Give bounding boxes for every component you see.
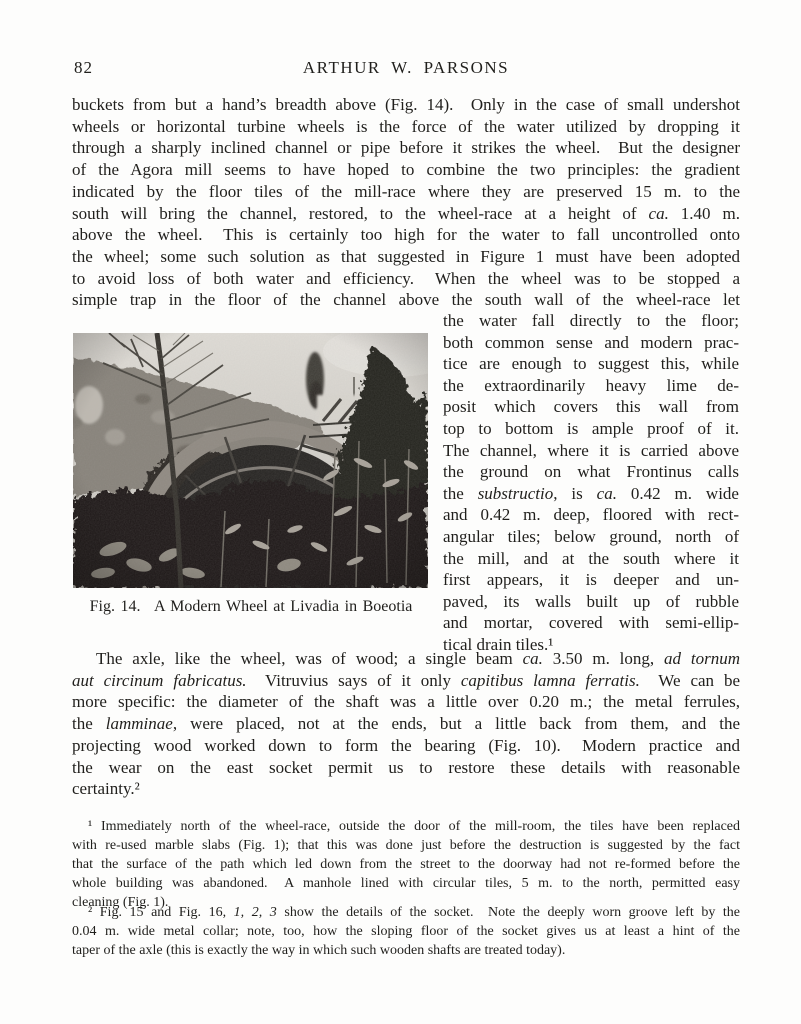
text-line: the wheel; some such solution as that suggested in Figure 1 must have been adopted — [72, 246, 740, 266]
text-line: to avoid loss of both water and efficiency. When the wheel was to be stopped a — [72, 268, 740, 288]
text-line: the extraordinarily heavy lime de- — [443, 375, 739, 395]
text-line: and 0.42 m. deep, floored with rect- — [443, 505, 739, 525]
text-line: the mill, and at the south where it — [443, 548, 739, 568]
text-line: the water fall directly to the floor; — [443, 311, 739, 330]
text-line: more specific: the diameter of the shaft was a little over 0.20 m.; the metal ferrules, — [72, 692, 740, 712]
running-header-author: ARTHUR W. PARSONS — [302, 58, 510, 77]
footnote-2 — [72, 903, 740, 960]
text-line: whole building was abandoned. A manhole lined with circular tiles, 5 m. to the north, permitted easy — [72, 876, 740, 892]
text-line: tice are enough to suggest this, while — [443, 354, 739, 374]
text-line: paved, its walls built up of rubble — [443, 591, 739, 611]
text-line: The axle, like the wheel, was of wood; a single beam ca. 3.50 m. long, ad tornum — [96, 649, 740, 668]
text-line: buckets from but a hand’s breadth above (Fig. 14). Only in the case of small undershot — [72, 95, 740, 114]
text-line: that the surface of the path which led down from the street to the doorway had not re-formed before the — [72, 857, 740, 873]
text-line: first appears, it is deeper and un- — [443, 570, 739, 590]
text-line: indicated by the floor tiles of the mill-race where they are preserved 15 m. to the — [72, 181, 740, 201]
text-line: both common sense and modern prac- — [443, 332, 739, 352]
text-line: The channel, where it is carried above — [443, 440, 739, 460]
text-line: posit which covers this wall from — [443, 397, 739, 417]
footnote-1 — [72, 817, 740, 912]
text-line: and mortar, covered with semi-ellip- — [443, 613, 739, 633]
text-line: south will bring the channel, restored, to the wheel-race at a height of ca. 1.40 m. — [72, 203, 740, 223]
text-line: 0.04 m. wide metal collar; note, too, how the sloping floor of the socket gives us at least a hint of the — [72, 924, 740, 940]
text-line: aut circinum fabricatus. Vitruvius says of it only capitibus lamna ferratis. We can be — [72, 670, 740, 690]
text-line: ¹ Immediately north of the wheel-race, outside the door of the mill-room, the tiles have been replaced — [88, 819, 740, 834]
text-line: above the wheel. This is certainly too high for the water to fall uncontrolled onto — [72, 225, 740, 245]
text-line: wheels or horizontal turbine wheels is the force of the water utilized by dropping it — [72, 116, 740, 136]
page-number: 82 — [74, 58, 93, 77]
text-line: with re-used marble slabs (Fig. 1); that this was done just before the destruction is suggested by the fact — [72, 838, 740, 854]
text-line: through a sharply inclined channel or pipe before it strikes the wheel. But the designer — [72, 138, 740, 158]
text-line: ² Fig. 15 and Fig. 16, 1, 2, 3 show the details of the socket. Note the deeply worn groove left by the — [88, 905, 741, 920]
text-line: top to bottom is ample proof of it. — [443, 418, 739, 438]
paragraph-2 — [72, 648, 740, 800]
figure-14-photo — [73, 333, 428, 588]
text-line: the wear on the east socket permit us to restore these details with reasonable — [72, 757, 740, 777]
text-line: the ground on what Frontinus calls — [443, 462, 739, 482]
text-line: simple trap in the floor of the channel above the south wall of the wheel-race let — [72, 290, 740, 310]
text-line: angular tiles; below ground, north of — [443, 526, 739, 546]
text-line: projecting wood worked down to form the bearing (Fig. 10). Modern practice and — [72, 735, 740, 755]
text-line: cleaning (Fig. 1). — [72, 895, 169, 911]
text-line: the substructio, is ca. 0.42 m. wide — [443, 483, 739, 503]
text-line: certainty.² — [72, 779, 140, 799]
figure-14-caption: Fig. 14. A Modern Wheel at Livadia in Boeotia — [89, 598, 413, 615]
waterwheel-photo-illustration — [73, 333, 428, 588]
paragraph-1 — [72, 94, 740, 311]
text-line: the lamminae, were placed, not at the ends, but a little back from them, and the — [72, 714, 740, 734]
text-line: taper of the axle (this is exactly the way in which such wooden shafts are treated today). — [72, 943, 566, 959]
text-line: tical drain tiles.¹ — [443, 634, 554, 654]
text-line: of the Agora mill seems to have hoped to combine the two principles: the gradient — [72, 160, 740, 180]
paragraph-1-wrap-column — [443, 310, 739, 656]
